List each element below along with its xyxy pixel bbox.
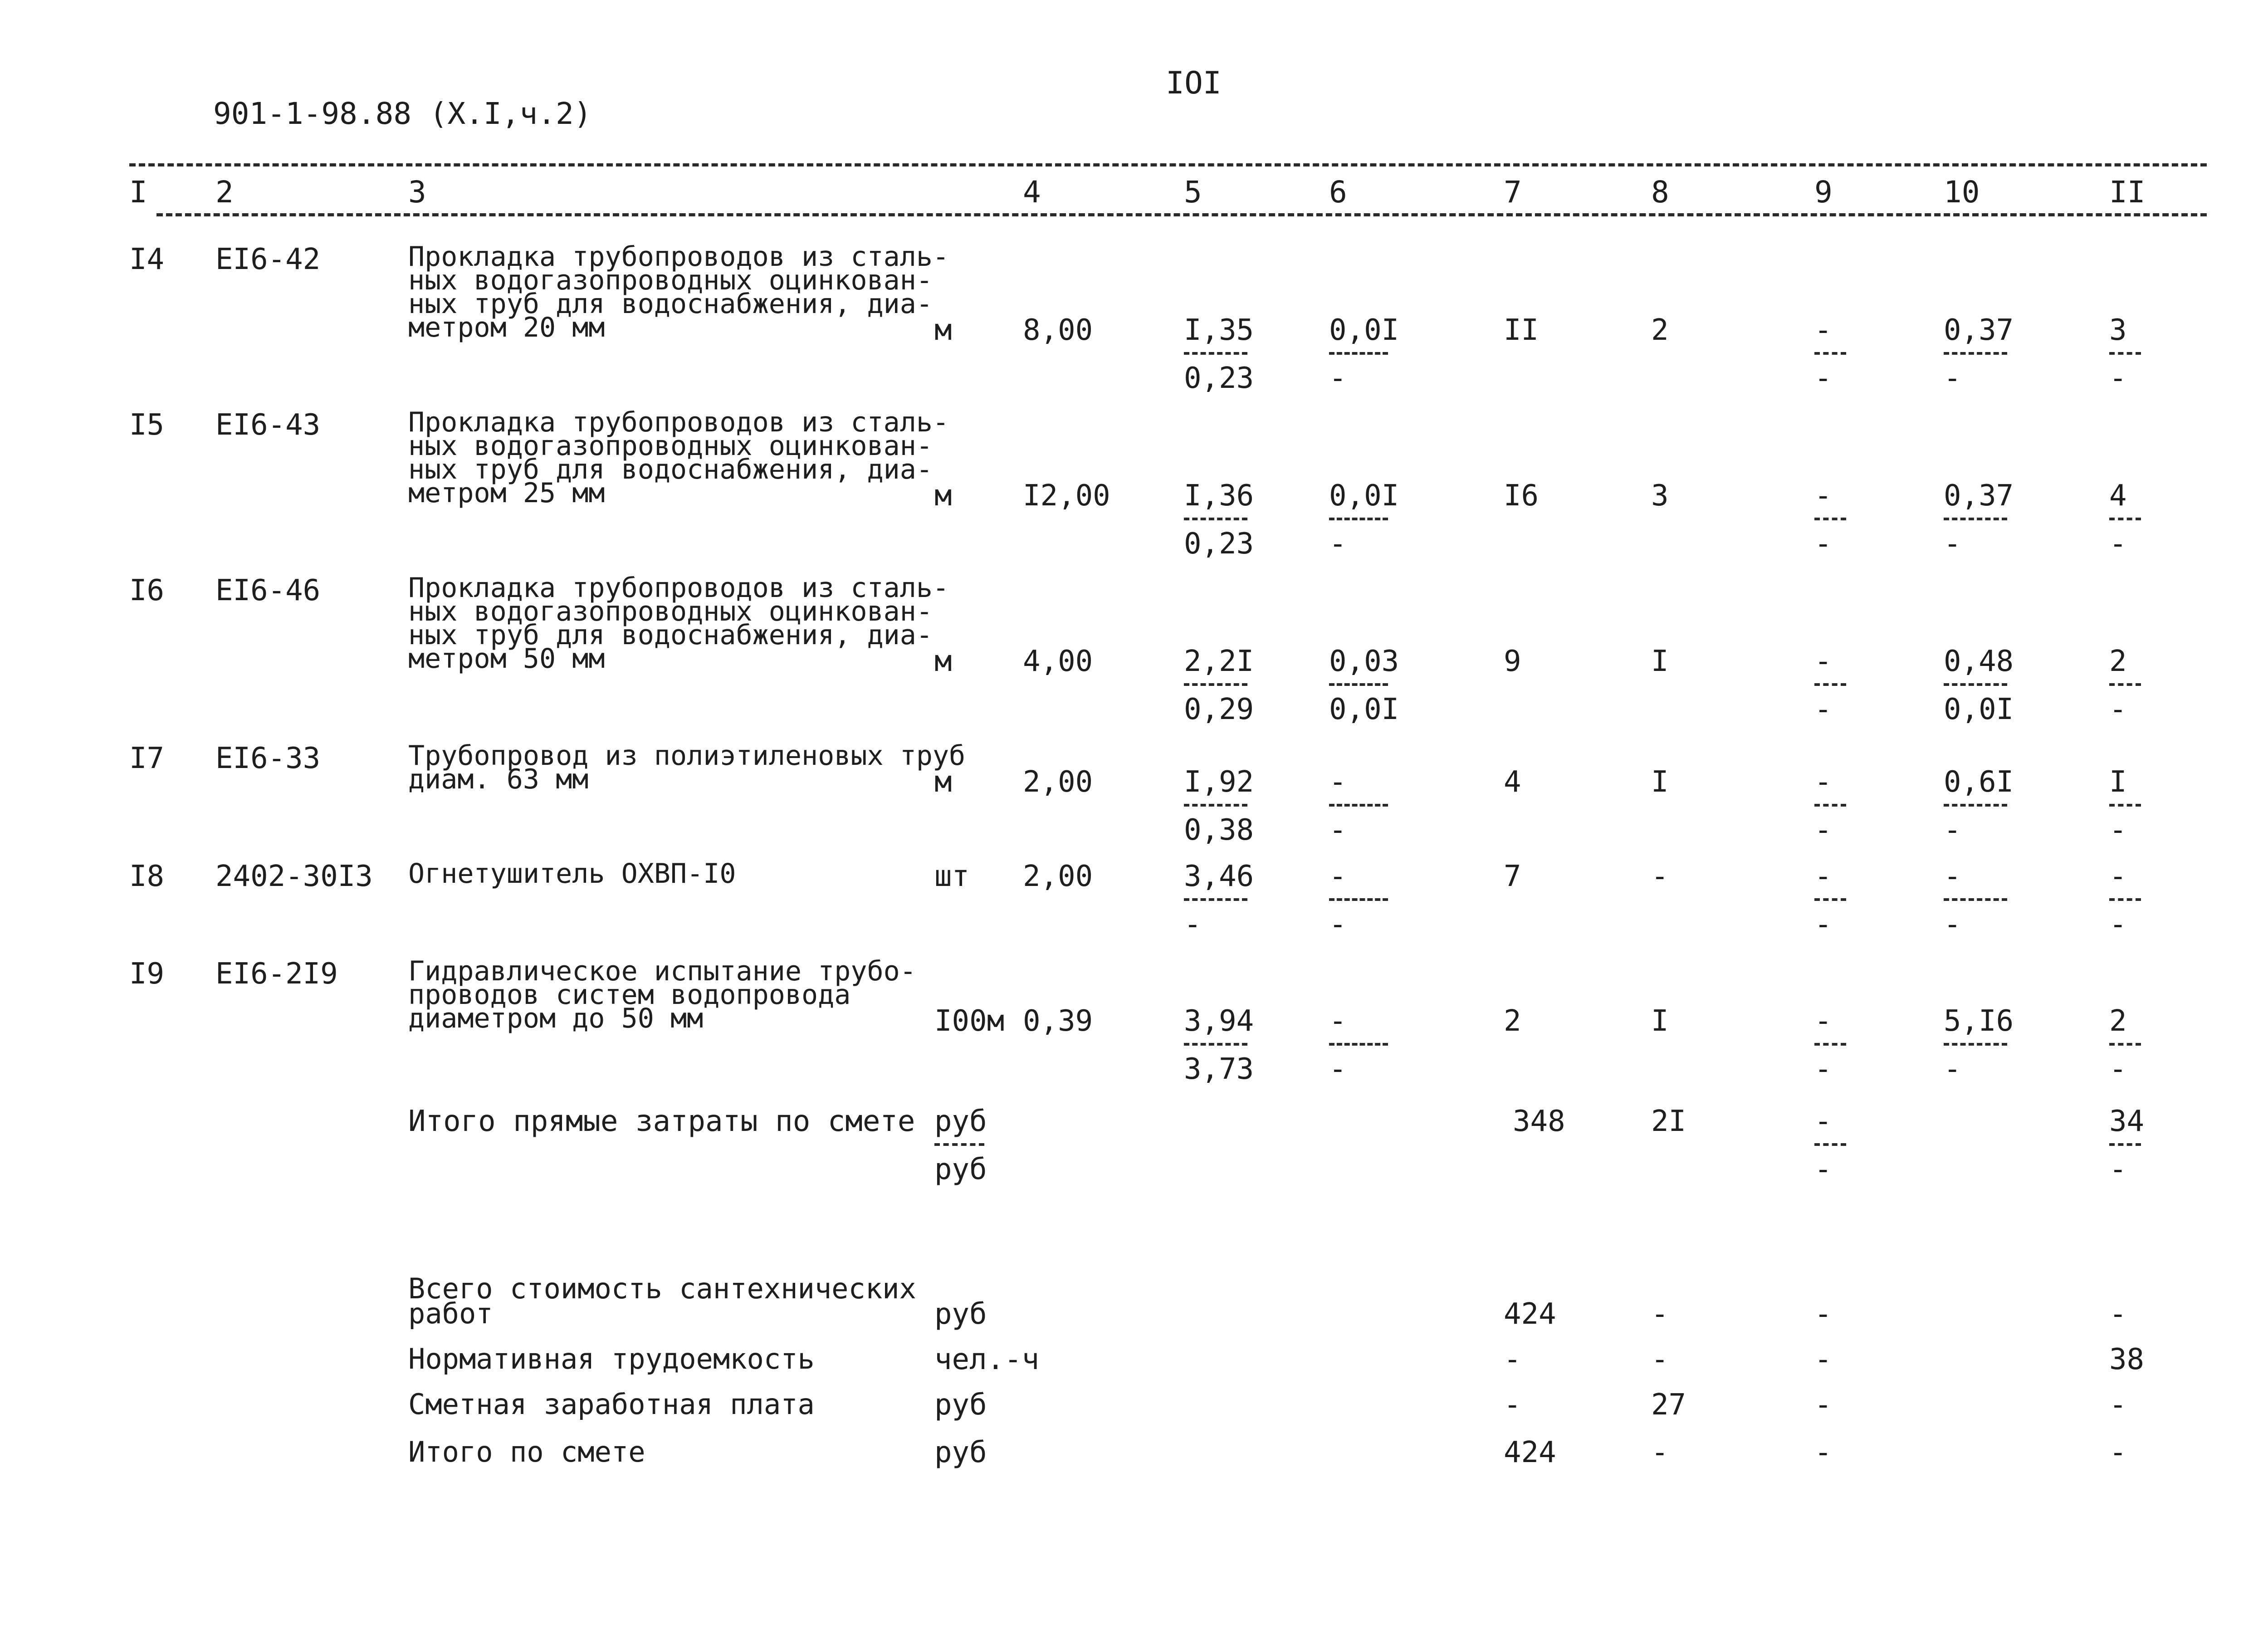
unit-cost (1184, 479, 1254, 561)
cost-col11-divider (2109, 898, 2141, 901)
total-cost: 7 (1504, 860, 1521, 893)
unit-cost-numerator: I,36 (1184, 479, 1254, 513)
work-description-line: диам. 63 мм (408, 763, 589, 795)
unit-cost-denominator: 3,73 (1184, 1052, 1254, 1086)
summary-col11: - (2109, 1388, 2127, 1422)
cost-col10 (1944, 313, 2014, 395)
unit-cost-denominator: - (1184, 908, 1202, 941)
cost-col9-divider (1814, 683, 1846, 686)
cost-col10 (1944, 479, 2014, 561)
cost-col9 (1814, 647, 1846, 724)
summary-col8: 27 (1651, 1388, 1686, 1422)
cost-col8: I (1651, 645, 1669, 678)
norm-code: EI6-46 (215, 574, 321, 607)
summary-label-line: Нормативная трудоемкость (408, 1342, 815, 1375)
work-description-line: ных водогазопроводных оцинкован- (408, 264, 933, 296)
cost-col10 (1944, 1004, 2014, 1086)
cost-col10-denominator: 0,0I (1944, 693, 2014, 726)
cost-col11-denominator: - (2109, 908, 2127, 941)
direct-total-unit-numerator: руб (934, 1105, 987, 1138)
unit-cost-divider (1184, 1043, 1247, 1046)
page-number: IOI (1166, 65, 1222, 101)
unit-cost-denominator: 0,23 (1184, 362, 1254, 395)
cost-col6-numerator: 0,0I (1329, 313, 1399, 347)
unit-cost (1184, 1004, 1254, 1086)
cost-col9-divider (1814, 1043, 1846, 1046)
cost-col6 (1329, 645, 1399, 726)
unit-cost-numerator: 3,94 (1184, 1004, 1254, 1038)
cost-col9-numerator: - (1814, 313, 1832, 347)
column-header-8: 8 (1651, 175, 1669, 210)
direct-total-col11-divider (2109, 1143, 2141, 1146)
cost-col6-divider (1329, 518, 1388, 520)
work-description-line: Прокладка трубопроводов из сталь- (408, 406, 949, 438)
direct-total-col7: 348 (1513, 1105, 1565, 1138)
cost-col9-denominator: - (1814, 908, 1832, 941)
cost-col11-denominator: - (2109, 693, 2127, 726)
summary-label-line: Итого по смете (408, 1435, 645, 1468)
unit-cost-numerator: I,92 (1184, 765, 1254, 799)
cost-col11-divider (2109, 683, 2141, 686)
unit-cost-numerator: 2,2I (1184, 645, 1254, 678)
unit-cost-divider (1184, 898, 1247, 901)
cost-col6 (1329, 479, 1399, 561)
unit: м (934, 313, 952, 347)
quantity: I2,00 (1023, 479, 1110, 513)
cost-col11-denominator: - (2109, 813, 2127, 847)
cost-col9 (1814, 765, 1846, 847)
total-cost: 2 (1504, 1004, 1521, 1038)
unit-cost-divider (1184, 518, 1247, 520)
quantity: 0,39 (1023, 1004, 1093, 1038)
cost-col8: - (1651, 860, 1669, 893)
cost-col11-divider (2109, 804, 2141, 807)
cost-col9-numerator: - (1814, 479, 1832, 513)
cost-col6-numerator: - (1329, 765, 1347, 799)
unit-cost (1184, 313, 1254, 395)
cost-col11-divider (2109, 1043, 2141, 1046)
column-header-2: 2 (215, 175, 234, 210)
direct-total-col8: 2I (1651, 1105, 1686, 1138)
unit: м (934, 479, 952, 513)
work-description-line: метром 20 мм (408, 312, 605, 343)
total-cost: I6 (1504, 479, 1539, 513)
column-header-9: 9 (1814, 175, 1833, 210)
cost-col10 (1944, 645, 2014, 726)
cost-col11 (2109, 479, 2141, 561)
norm-code: EI6-43 (215, 408, 321, 442)
cost-col6-denominator: - (1329, 813, 1347, 847)
cost-col6-numerator: 0,03 (1329, 645, 1399, 678)
cost-col9 (1814, 1004, 1846, 1086)
direct-total-unit-divider (934, 1143, 984, 1146)
cost-col8: 2 (1651, 313, 1669, 347)
direct-total-col11 (2109, 1105, 2145, 1186)
column-header-1: I (129, 175, 147, 210)
quantity: 2,00 (1023, 765, 1093, 799)
work-description-line: Огнетушитель ОХВП-I0 (408, 858, 736, 890)
unit: шт (934, 860, 970, 893)
cost-col11-numerator: I (2109, 765, 2127, 799)
work-description-line: ных труб для водоснабжения, диа- (408, 619, 933, 651)
cost-col6-denominator: - (1329, 1052, 1347, 1086)
cost-col11 (2109, 1004, 2141, 1086)
work-description-line: метром 25 мм (408, 477, 605, 509)
quantity: 8,00 (1023, 313, 1093, 347)
direct-total-col11-numerator: 34 (2109, 1105, 2145, 1138)
cost-col10-numerator: - (1944, 860, 1961, 893)
summary-col8: - (1651, 1343, 1669, 1376)
cost-col11 (2109, 647, 2141, 724)
work-description-line: диаметром до 50 мм (408, 1003, 704, 1034)
cost-col11-numerator: 2 (2109, 1004, 2127, 1038)
cost-col10-divider (1944, 352, 2007, 355)
unit: I00м (934, 1004, 1005, 1038)
cost-col11 (2109, 313, 2141, 395)
summary-col8: - (1651, 1436, 1669, 1469)
cost-col10 (1944, 765, 2014, 847)
cost-col11-denominator: - (2109, 527, 2127, 561)
cost-col10-divider (1944, 683, 2007, 686)
cost-col6-numerator: - (1329, 1004, 1347, 1038)
summary-col7: - (1504, 1388, 1521, 1422)
cost-col6-numerator: 0,0I (1329, 479, 1399, 513)
row-number: I9 (129, 957, 165, 991)
cost-col11-divider (2109, 518, 2141, 520)
cost-col10-denominator: - (1944, 362, 1961, 395)
total-cost: 4 (1504, 765, 1521, 799)
document-code: 901-1-98.88 (Х.I,ч.2) (213, 96, 592, 131)
direct-total-col9-numerator: - (1814, 1105, 1832, 1138)
work-description-line: ных труб для водоснабжения, диа- (408, 454, 933, 485)
cost-col9-denominator: - (1814, 1052, 1832, 1086)
summary-col8: - (1651, 1297, 1669, 1331)
cost-col11-numerator: 2 (2109, 645, 2127, 678)
cost-col6 (1329, 1004, 1388, 1086)
cost-col10-numerator: 5,I6 (1944, 1004, 2014, 1038)
summary-col9: - (1814, 1297, 1832, 1331)
work-description-line: ных водогазопроводных оцинкован- (408, 430, 933, 462)
work-description-line: Прокладка трубопроводов из сталь- (408, 572, 949, 604)
unit-cost-divider (1184, 683, 1247, 686)
cost-col6-numerator: - (1329, 860, 1347, 893)
cost-col9 (1814, 862, 1846, 939)
norm-code: 2402-30I3 (215, 860, 373, 893)
summary-col11: - (2109, 1297, 2127, 1331)
column-header-11: II (2109, 175, 2146, 210)
unit-cost-divider (1184, 804, 1247, 807)
summary-col7: 424 (1504, 1436, 1556, 1469)
cost-col9 (1814, 479, 1846, 561)
cost-col8: I (1651, 1004, 1669, 1038)
cost-col10-denominator: - (1944, 908, 1961, 941)
direct-total-label: Итого прямые затраты по смете (408, 1105, 915, 1138)
cost-col6 (1329, 765, 1388, 847)
column-header-7: 7 (1504, 175, 1522, 210)
cost-col9 (1814, 313, 1846, 395)
cost-col9-divider (1814, 352, 1846, 355)
quantity: 2,00 (1023, 860, 1093, 893)
summary-col9: - (1814, 1388, 1832, 1422)
cost-col11-numerator: 3 (2109, 313, 2127, 347)
direct-total-col9-divider (1814, 1143, 1846, 1146)
work-description-line: проводов систем водопровода (408, 979, 851, 1011)
cost-col6-denominator: - (1329, 908, 1347, 941)
direct-total-col9-denominator: - (1814, 1153, 1832, 1186)
summary-unit: руб (934, 1388, 987, 1422)
summary-col9: - (1814, 1343, 1832, 1376)
cost-col6-divider (1329, 898, 1388, 901)
cost-col9-divider (1814, 804, 1846, 807)
norm-code: EI6-33 (215, 742, 321, 775)
cost-col6-divider (1329, 683, 1388, 686)
cost-col9-numerator: - (1814, 1004, 1832, 1038)
unit-cost-numerator: I,35 (1184, 313, 1254, 347)
row-number: I4 (129, 243, 165, 276)
cost-col10-denominator: - (1944, 527, 1961, 561)
cost-col9-numerator: - (1814, 860, 1832, 893)
cost-col11-divider (2109, 352, 2141, 355)
cost-col11-denominator: - (2109, 1052, 2127, 1086)
unit-cost-divider (1184, 352, 1247, 355)
column-header-10: 10 (1944, 175, 1980, 210)
direct-total-col9 (1814, 1107, 1846, 1184)
work-description-line: метром 50 мм (408, 643, 605, 675)
cost-col10-divider (1944, 804, 2007, 807)
cost-col9-denominator: - (1814, 362, 1832, 395)
cost-col11-numerator: - (2109, 860, 2127, 893)
cost-col11-numerator: 4 (2109, 479, 2127, 513)
cost-col11-denominator: - (2109, 362, 2127, 395)
column-header-5: 5 (1184, 175, 1202, 210)
direct-total-unit-denominator: руб (934, 1153, 987, 1186)
summary-label-line: работ (408, 1297, 493, 1330)
cost-col6-denominator: 0,0I (1329, 693, 1399, 726)
cost-col6-divider (1329, 804, 1388, 807)
header-bottom-rule (156, 213, 2207, 216)
summary-unit: чел.-ч (934, 1343, 1040, 1376)
unit-cost (1184, 645, 1254, 726)
quantity: 4,00 (1023, 645, 1093, 678)
work-description-line: ных труб для водоснабжения, диа- (408, 288, 933, 320)
cost-col10-divider (1944, 518, 2007, 520)
cost-col9-numerator: - (1814, 645, 1832, 678)
cost-col10-denominator: - (1944, 813, 1961, 847)
cost-col6 (1329, 313, 1399, 395)
unit: м (934, 765, 952, 799)
work-description-line: Гидравлическое испытание трубо- (408, 955, 916, 987)
cost-col9-denominator: - (1814, 693, 1832, 726)
summary-unit: руб (934, 1297, 987, 1331)
total-cost: II (1504, 313, 1539, 347)
column-header-3: 3 (408, 175, 426, 210)
summary-col7: 424 (1504, 1297, 1556, 1331)
cost-col10-divider (1944, 1043, 2007, 1046)
cost-col10-numerator: 0,6I (1944, 765, 2014, 799)
unit-cost-denominator: 0,38 (1184, 813, 1254, 847)
row-number: I8 (129, 860, 165, 893)
unit-cost-denominator: 0,23 (1184, 527, 1254, 561)
summary-col11: 38 (2109, 1343, 2145, 1376)
cost-col11 (2109, 765, 2141, 847)
direct-total-col11-denominator: - (2109, 1153, 2127, 1186)
cost-col10-divider (1944, 898, 2007, 901)
cost-col9-denominator: - (1814, 813, 1832, 847)
cost-col8: I (1651, 765, 1669, 799)
summary-label-line: Всего стоимость сантехнических (408, 1272, 916, 1305)
summary-col11: - (2109, 1436, 2127, 1469)
summary-label-line: Сметная заработная плата (408, 1388, 815, 1421)
cost-col6-denominator: - (1329, 527, 1347, 561)
cost-col8: 3 (1651, 479, 1669, 513)
unit-cost (1184, 765, 1254, 847)
header-top-rule (129, 163, 2207, 166)
work-description-line: Прокладка трубопроводов из сталь- (408, 241, 949, 273)
norm-code: EI6-42 (215, 243, 321, 276)
cost-col6-divider (1329, 1043, 1388, 1046)
cost-col10-numerator: 0,37 (1944, 479, 2014, 513)
row-number: I6 (129, 574, 165, 607)
summary-col7: - (1504, 1343, 1521, 1376)
summary-unit: руб (934, 1436, 987, 1469)
column-header-6: 6 (1329, 175, 1347, 210)
unit-cost-numerator: 3,46 (1184, 860, 1254, 893)
direct-total-unit (934, 1105, 987, 1186)
summary-col9: - (1814, 1436, 1832, 1469)
cost-col11 (2109, 862, 2141, 939)
cost-col9-denominator: - (1814, 527, 1832, 561)
unit: м (934, 645, 952, 678)
unit-cost (1184, 860, 1254, 941)
total-cost: 9 (1504, 645, 1521, 678)
column-header-4: 4 (1023, 175, 1041, 210)
cost-col9-numerator: - (1814, 765, 1832, 799)
cost-col9-divider (1814, 518, 1846, 520)
row-number: I5 (129, 408, 165, 442)
cost-col10-numerator: 0,37 (1944, 313, 2014, 347)
unit-cost-denominator: 0,29 (1184, 693, 1254, 726)
work-description-line: Трубопровод из полиэтиленовых труб (408, 740, 966, 772)
cost-col10-denominator: - (1944, 1052, 1961, 1086)
cost-col6 (1329, 862, 1388, 939)
norm-code: EI6-2I9 (215, 957, 338, 991)
cost-col10-numerator: 0,48 (1944, 645, 2014, 678)
row-number: I7 (129, 742, 165, 775)
cost-col9-divider (1814, 898, 1846, 901)
work-description-line: ных водогазопроводных оцинкован- (408, 596, 933, 627)
cost-col6-divider (1329, 352, 1388, 355)
cost-col10 (1944, 862, 2007, 939)
cost-col6-denominator: - (1329, 362, 1347, 395)
